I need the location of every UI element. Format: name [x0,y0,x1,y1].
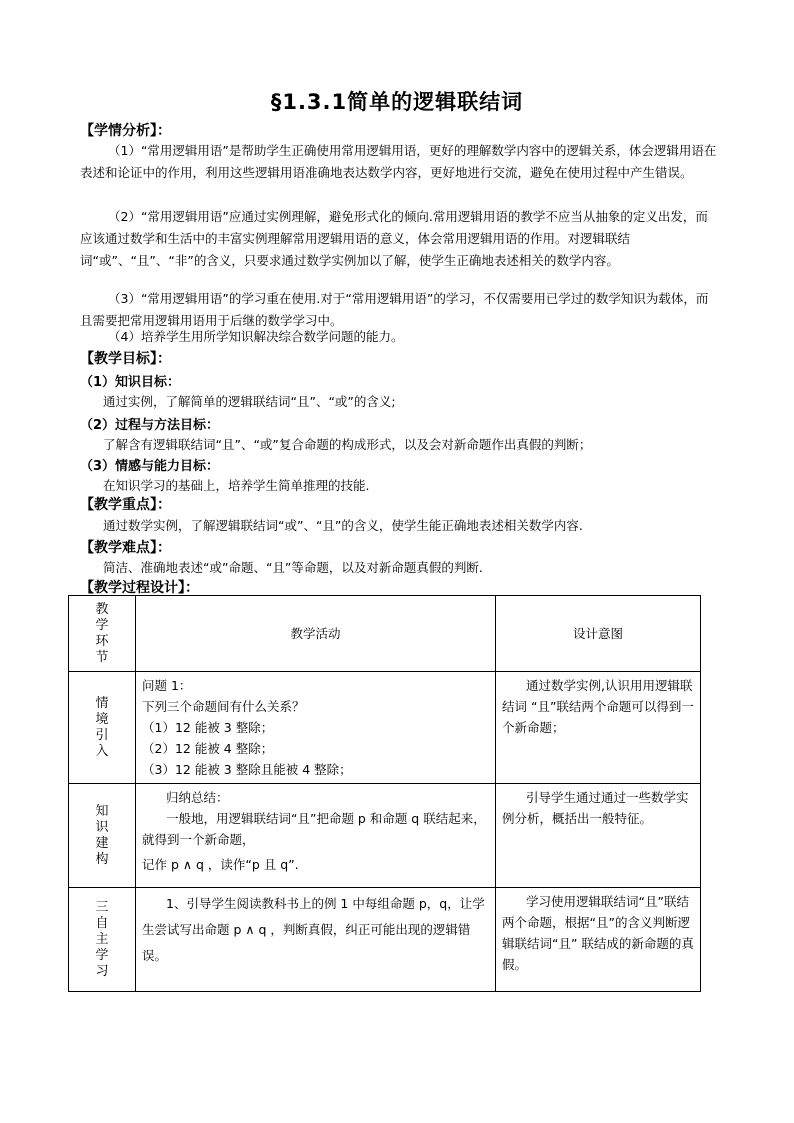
row-1-activity-line: （3）12 能被 3 整除且能被 4 整除； [142,762,352,777]
goal-1-text: 通过实例，了解简单的逻辑联结词“且”、“或”的含义; [103,394,396,409]
goal-3-label: （3）情感与能力目标： [80,459,220,474]
goals-heading: 【教学目标】： [80,351,171,367]
row-3-stage-label: 自主学习 [95,915,109,979]
table-row [69,784,701,888]
keypoint-text: 通过数学实例，了解逻辑联结词“或”、“且”的含义，使学生能正确地表述相关数学内容. [103,518,583,533]
difficulty-text: 简洁、准确地表述“或”命题、“且”等命题，以及对新命题真假的判断. [103,560,483,575]
table-header-row [69,596,701,672]
process-table [68,595,701,992]
row-2-intent: 引导学生通过通过一些数学实例分析，概括出一般特征。 [496,784,701,888]
situation-paragraph-4: （4）培养学生用所学知识解决综合数学问题的能力。 [108,329,404,344]
header-activity: 教学活动 [136,596,496,672]
table-row [69,672,701,784]
keypoint-heading: 【教学重点】： [80,497,171,513]
row-2-activity-line: 归纳总结： [166,790,229,805]
row-3-stage [69,888,136,992]
row-1-activity [136,672,496,784]
situation-heading: 【学情分析】： [80,123,171,139]
row-1-activity-line: 问题 1： [142,678,192,693]
header-stage-label: 教学环节 [95,601,109,665]
row-1-intent: 通过数学实例,认识用用逻辑联结词 “且”联结两个命题可以得到一个新命题； [496,672,701,784]
table-row [69,888,701,992]
goal-1-label: （1）知识目标： [80,375,181,390]
row-1-stage [69,672,136,784]
row-1-activity-line: （2）12 能被 4 整除； [142,741,274,756]
process-heading: 【教学过程设计】： [80,580,199,596]
row-2-stage [69,784,136,888]
situation-paragraph-2: （2）“常用逻辑用语”应通过实例理解，避免形式化的倾向.常用逻辑用语的教学不应当从抽象的定义出发，而应该通过数学和生活中的丰富实例理解常用逻辑用语的意义，体会常用逻辑用语的作用。对逻辑联结词“或”、“且”、“非”的含义，只要求通过数学实例加以了解，使学生正确地表述相关的数学内容。 [80,209,708,268]
goal-2-label: （2）过程与方法目标： [80,418,220,433]
goal-2-text: 了解含有逻辑联结词“且”、“或”复合命题的构成形式，以及会对新命题作出真假的判断； [103,437,592,452]
row-1-activity-line: 下列三个命题间有什么关系？ [142,699,305,714]
row-2-activity-line: 一般地，用逻辑联结词“且”把命题 p 和命题 q 联结起来，就得到一个新命题， [142,811,486,847]
row-2-activity-line: 记作 p ∧ q ，读作“p 且 q”. [142,857,299,872]
difficulty-heading: 【教学难点】： [80,540,171,556]
row-1-stage-label: 情境引入 [95,695,109,759]
situation-paragraph-3: （3）“常用逻辑用语”的学习重在使用.对于“常用逻辑用语”的学习，不仅需要用已学过的数学知识为载体，而且需要把常用逻辑用语用于后继的数学学习中。 [80,291,709,328]
row-3-intent: 学习使用逻辑联结词“且”联结两个命题，根据“且”的含义判断逻辑联结词“且” 联结成的新命题的真假。 [496,888,701,992]
goal-3-text: 在知识学习的基础上，培养学生简单推理的技能. [103,478,370,493]
row-3-stage-prefix: 三 [95,899,109,915]
situation-paragraph-1: （1）“常用逻辑用语”是帮助学生正确使用常用逻辑用语，更好的理解数学内容中的逻辑关系，体会逻辑用语在表述和论证中的作用，利用这些逻辑用语准确地表达数学内容，更好地进行交流，避免在使用过程中产生错误。 [80,143,717,180]
row-3-activity: 1、引导学生阅读教科书上的例 1 中每组命题 p，q，让学生尝试写出命题 p ∧ q ，判断真假，纠正可能出现的逻辑错误。 [136,888,496,992]
header-intent: 设计意图 [496,596,701,672]
header-stage [69,596,136,672]
row-1-activity-line: （1）12 能被 3 整除； [142,720,274,735]
page-title: §1.3.1简单的逻辑联结词 [270,90,524,114]
row-2-stage-label: 知识建构 [95,803,109,867]
row-2-activity [136,784,496,888]
